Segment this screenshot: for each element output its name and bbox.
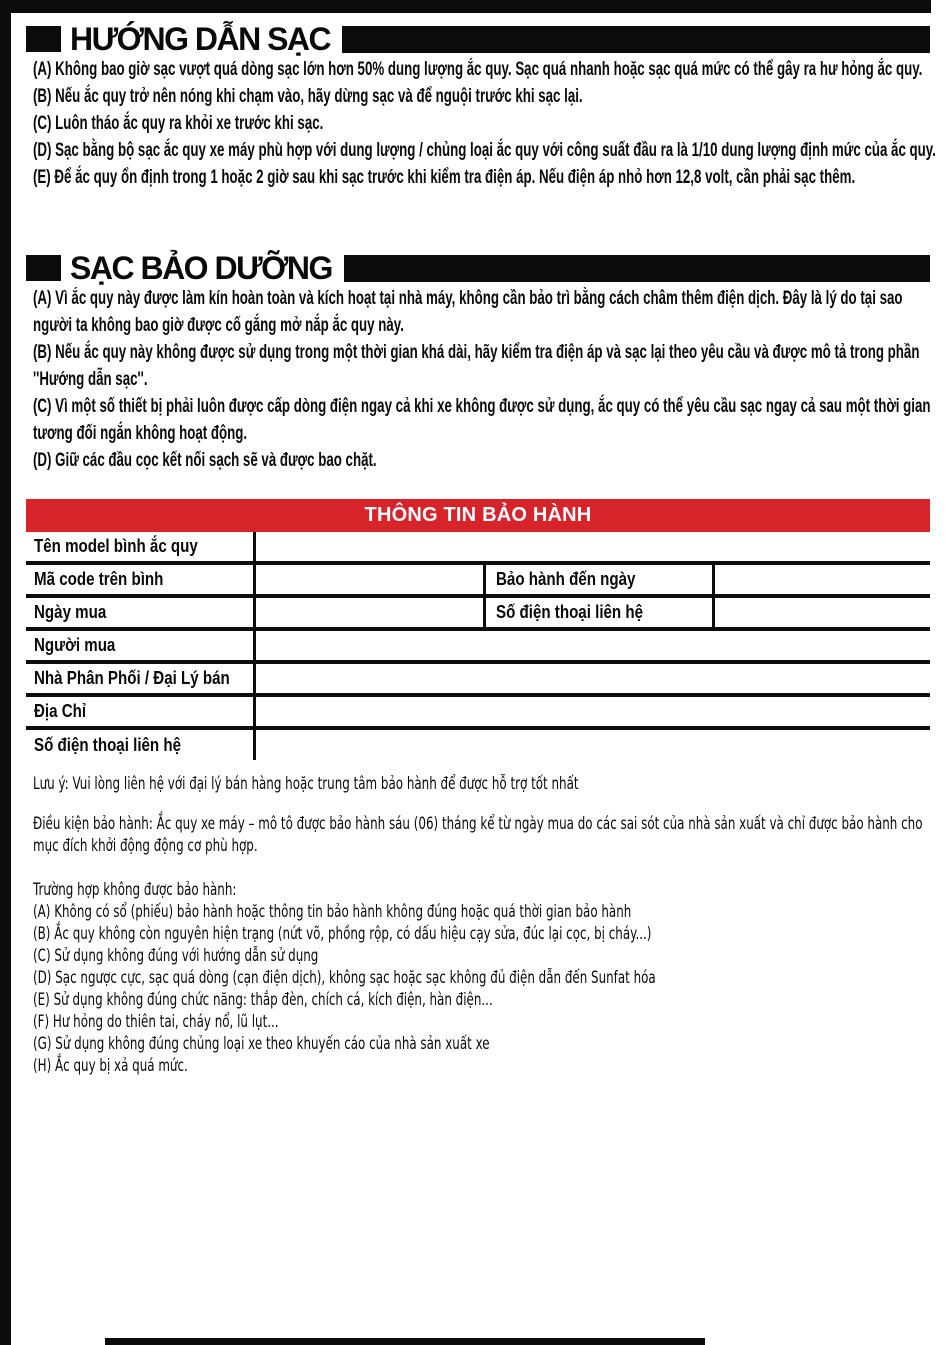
table-row-purchase-date	[26, 598, 930, 631]
charging-item-b: (B) Nếu ắc quy trở nên nóng khi chạm vào, hãy dừng sạc và để nguội trước khi sạc lại.	[33, 86, 583, 107]
row-label: Địa Chỉ	[34, 701, 87, 721]
row-label: Tên model bình ắc quy	[34, 536, 198, 556]
bullet-square-icon	[26, 255, 61, 281]
row-value-cell	[256, 730, 930, 760]
row-value-cell	[256, 532, 930, 561]
row-value-cell	[256, 664, 930, 693]
row-label: Số điện thoại liên hệ	[496, 602, 644, 622]
warranty-table-title: THÔNG TIN BẢO HÀNH	[364, 504, 592, 526]
exclusion-item-g: (G) Sử dụng không đúng chủng loại xe theo khuyến cáo của nhà sản xuất xe	[33, 1034, 490, 1054]
warranty-table-banner	[26, 499, 930, 532]
row-label-cell	[26, 664, 256, 693]
row-label-cell	[26, 565, 256, 594]
row-label2-cell	[486, 598, 715, 627]
row-value-cell	[256, 631, 930, 660]
row-label2-cell	[486, 565, 715, 594]
row-label-cell	[26, 598, 256, 627]
table-row-phone	[26, 730, 930, 760]
row-value-cell	[256, 697, 930, 726]
exclusion-item-c: (C) Sử dụng không đúng với hướng dẫn sử dụng	[33, 946, 319, 966]
charging-item-e: (E) Để ắc quy ổn định trong 1 hoặc 2 giờ sau khi sạc trước khi kiểm tra điện áp. Nếu điện áp nhỏ hơn 12,8 volt, cần phải sạc thêm.	[33, 167, 856, 188]
page-top-border	[0, 0, 931, 13]
row-label-cell	[26, 631, 256, 660]
maintenance-item-c: (C) Vì một số thiết bị phải luôn được cấp dòng điện ngay cả khi xe không được sử dụng, ắc quy có thể yêu cầu sạc ngay cả sau một thời gian tương đối ngắn không hoạt động.	[33, 396, 931, 444]
row-label: Mã code trên bình	[34, 569, 164, 589]
charging-item-c: (C) Luôn tháo ắc quy ra khỏi xe trước khi sạc.	[33, 113, 324, 134]
charging-item-a: (A) Không bao giờ sạc vượt quá dòng sạc lớn hơn 50% dung lượng ắc quy. Sạc quá nhanh hoặc sạc quá mức có thể gây ra hư hỏng ắc quy.	[33, 59, 923, 80]
row-label: Ngày mua	[34, 602, 107, 622]
exclusion-item-h: (H) Ắc quy bị xả quá mức.	[33, 1056, 188, 1076]
section-maintenance-body	[33, 285, 937, 475]
warranty-table	[26, 499, 930, 760]
exclusion-item-d: (D) Sạc ngược cực, sạc quá dòng (cạn điện dịch), không sạc hoặc sạc không đủ điện dẫn đến Sunfat hóa	[33, 968, 656, 988]
table-row-model	[26, 532, 930, 565]
maintenance-item-a: (A) Vì ắc quy này được làm kín hoàn toàn và kích hoạt tại nhà máy, không cần bảo trì bằng cách châm thêm điện dịch. Đây là lý do tại sao người ta không bao giờ được cố gắng mở nắp ắc quy này.	[33, 288, 903, 336]
page-content	[26, 13, 936, 1077]
row-label-cell	[26, 697, 256, 726]
table-row-distributor	[26, 664, 930, 697]
exclusion-item-e: (E) Sử dụng không đúng chức năng: thắp đèn, chích cá, kích điện, hàn điện...	[33, 990, 493, 1010]
section-charging-body	[33, 56, 937, 246]
row-label: Nhà Phân Phối / Đại Lý bán	[34, 668, 230, 688]
exclusions-title: Trường hợp không được bảo hành:	[33, 880, 237, 900]
note-contact: Lưu ý: Vui lòng liên hệ với đại lý bán hàng hoặc trung tâm bảo hành để được hỗ trợ tốt nhất	[33, 774, 579, 794]
warranty-notes	[33, 773, 937, 1077]
section-maintenance-header	[26, 251, 930, 285]
row-label-cell	[26, 532, 256, 561]
exclusion-item-b: (B) Ắc quy không còn nguyên hiện trạng (nứt võ, phồng rộp, có dấu hiệu cạy sửa, đúc lại cọc, bị cháy...)	[33, 924, 652, 944]
exclusion-item-f: (F) Hư hỏng do thiên tai, cháy nổ, lũ lụt...	[33, 1012, 279, 1032]
maintenance-item-d: (D) Giữ các đầu cọc kết nối sạch sẽ và được bao chặt.	[33, 450, 377, 471]
charging-item-d: (D) Sạc bằng bộ sạc ắc quy xe máy phù hợp với dung lượng / chủng loại ắc quy với công suất đầu ra là 1/10 dung lượng định mức của ắc quy.	[33, 140, 936, 161]
row-value2-cell	[715, 565, 930, 594]
section-charging-title: HƯỚNG DẪN SẠC	[70, 21, 331, 57]
maintenance-item-b: (B) Nếu ắc quy này không được sử dụng trong một thời gian khá dài, hãy kiểm tra điện áp và sạc lại theo yêu cầu và được mô tả trong phần ''Hướng dẫn sạc''.	[33, 342, 920, 390]
header-fill-bar	[342, 26, 930, 53]
section-maintenance-title: SẠC BẢO DƯỠNG	[70, 250, 332, 286]
row-label: Người mua	[34, 635, 116, 655]
table-row-address	[26, 697, 930, 730]
exclusion-item-a: (A) Không có sổ (phiếu) bảo hành hoặc thông tin bảo hành không đúng hoặc quá thời gian bảo hành	[33, 902, 632, 922]
header-fill-bar	[344, 255, 930, 282]
row-label: Bảo hành đến ngày	[496, 569, 636, 589]
warranty-conditions: Điều kiện bảo hành: Ắc quy xe máy – mô tô được bảo hành sáu (06) tháng kể từ ngày mua do các sai sót của nhà sản xuất và chỉ được bảo hành cho mục đích khởi động động cơ phù hợp.	[33, 814, 923, 856]
row-value-cell	[256, 598, 486, 627]
row-value2-cell	[715, 598, 930, 627]
page-bottom-bar	[105, 1338, 705, 1345]
row-label: Số điện thoại liên hệ	[34, 734, 182, 755]
row-value-cell	[256, 565, 486, 594]
table-row-buyer	[26, 631, 930, 664]
row-label-cell	[26, 730, 256, 760]
section-charging-header	[26, 22, 930, 56]
table-row-code	[26, 565, 930, 598]
page-left-border	[0, 0, 11, 1345]
bullet-square-icon	[26, 26, 61, 52]
